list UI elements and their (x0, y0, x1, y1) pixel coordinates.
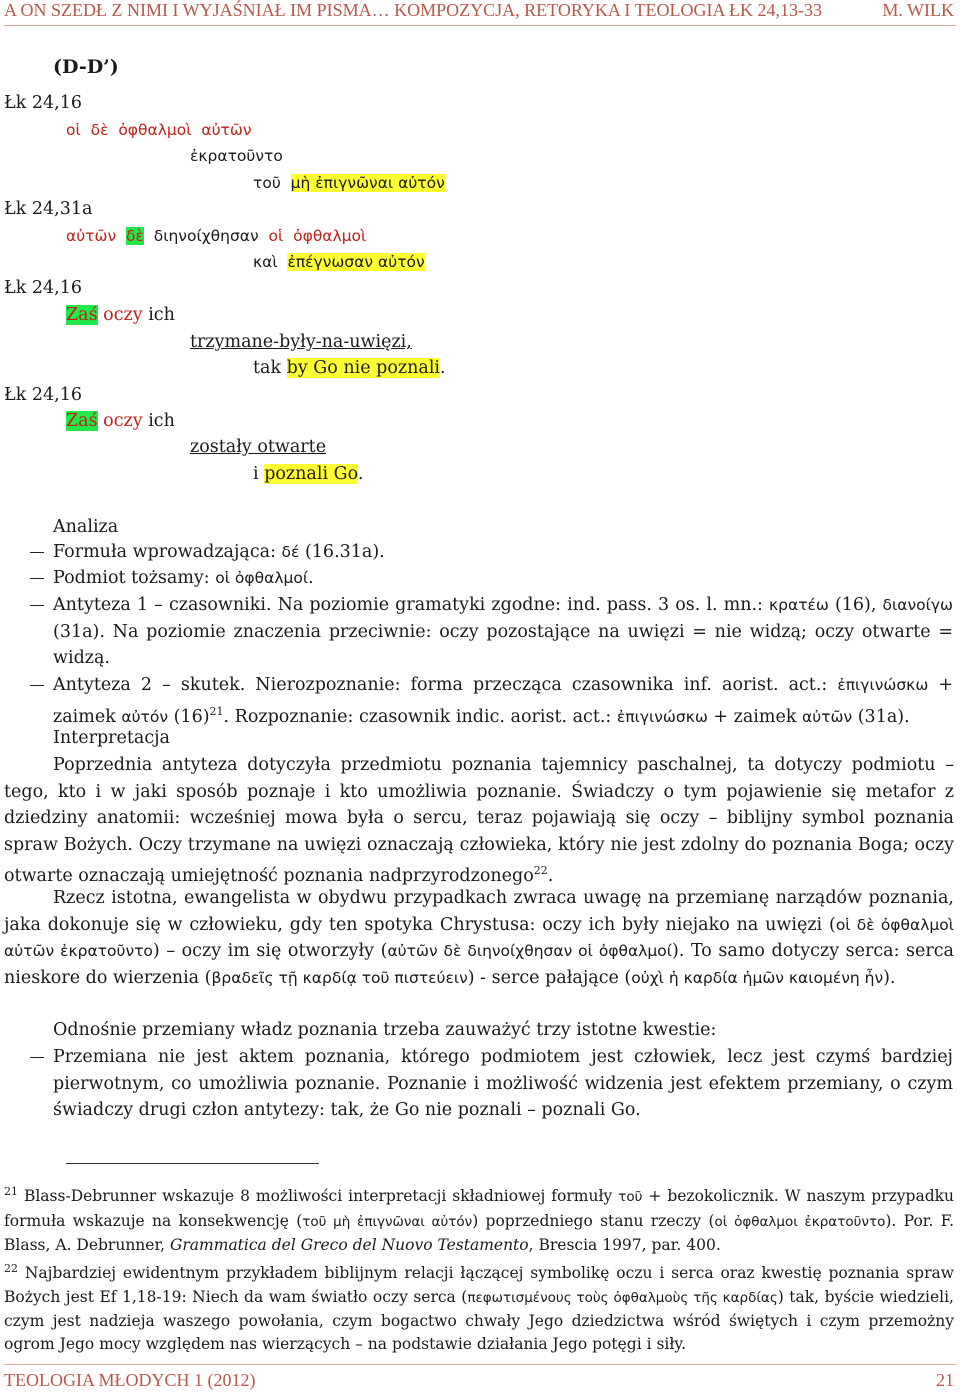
greek-term: ἐπιγινώσκω (837, 676, 929, 694)
footnote-22 (4, 1257, 954, 1357)
footnote-rule (66, 1163, 319, 1164)
greek-line-4 (66, 223, 366, 249)
text: ) poprzedniego stanu rzeczy ( (472, 1211, 715, 1230)
greek-word: μὴ (290, 174, 311, 192)
text: (16), (828, 595, 883, 615)
footnote-number: 21 (4, 1185, 18, 1198)
bullet-dash (30, 605, 44, 606)
section-title: (D-D’) (53, 56, 119, 78)
greek-word: αὐτῶν (201, 121, 252, 139)
greek-word: οἱ (268, 227, 284, 245)
greek-word: δὲ (90, 121, 109, 139)
word-i: i (253, 464, 259, 484)
analysis-item-1 (53, 539, 953, 566)
greek-term: οἱ ὀφθαλμοί (215, 569, 309, 587)
greek-word: καὶ (253, 253, 278, 271)
greek-term: πεφωτισμένους τοὺς ὀφθαλμοὺς τῆς καρδίας (467, 1289, 778, 1306)
greek-word: διηνοίχθησαν (153, 227, 259, 245)
text: + zaimek (707, 706, 803, 727)
greek-term: αὐτῶν (802, 707, 853, 726)
bullet-dash (30, 685, 44, 686)
text: Poprzednia antyteza dotyczyła przedmiotu poznania tajemnicy paschalnej, ta dotyczy podmiotu – tego, kto i w jaki sposób poznaje i kto umożliwia poznanie. Świadczy o tym pojawienie się metafor z dziedziny anatomii: wcześniej mowa była o sercu, teraz pojawiają się oczy – biblijny symbol poznania spraw Bożych. Oczy trzymane na uwięzi oznaczają człowieka, który nie jest zdolny do poznania Boga; oczy otwarte oznaczają umiejętność poznania nadprzyrodzonego (4, 755, 954, 887)
text: ). Por. F. Blass, A. Debrunner, (4, 1211, 954, 1254)
greek-quote: βραδεῖς τῇ καρδίᾳ τοῦ πιστεύειν (211, 968, 468, 987)
period: . (440, 358, 446, 378)
book-title: Grammatica del Greco del Nuovo Testamento (170, 1235, 529, 1254)
word-ich: ich (148, 305, 175, 325)
text: ) - serce pałające ( (467, 967, 632, 988)
bullet-dash (30, 552, 44, 553)
period: . (357, 464, 364, 484)
text: , Brescia 1997, par. 400. (528, 1235, 721, 1254)
text: + zaimek (53, 675, 953, 727)
text: ) tak, byście wiedzieli, czym jest nadzieja waszego powołania, czym bogactwo chwały Jego dziedzictwa wśród świętych i czym przemożny ogrom Jego mocy względem nas wierzących – na podstawie działania Jego potęgi i siły. (4, 1287, 954, 1354)
text: Antyteza 1 – czasowniki. Na poziomie gramatyki zgodne: ind. pass. 3 os. l. mn.: (53, 595, 769, 615)
text: ). To samo dotyczy serca: serca nieskore do wierzenia ( (4, 941, 954, 988)
interpretation-item-1: Przemiana nie jest aktem poznania, którego podmiotem jest człowiek, lecz jest czymś bardziej pierwotnym, co umożliwia poznanie. Poznanie i możliwość widzenia jest efektem przemiany, o czym świadczy drugi człon antytezy: tak, że Go nie poznali – poznali Go. (53, 1047, 953, 1121)
greek-word: ἐπέγνωσαν (287, 253, 374, 271)
footnote-number: 22 (4, 1262, 18, 1275)
reference-label: Łk 24,16 (4, 385, 82, 405)
text: . (547, 866, 554, 887)
word-zas: Zaś (66, 305, 98, 325)
greek-quote: αὐτῶν δὲ διηνοίχθησαν οἱ ὀφθαλμοί (387, 942, 673, 961)
greek-word: αὐτόν (398, 174, 445, 192)
word-ich: ich (148, 411, 175, 431)
phrase-by-go-nie-poznali: by Go nie poznali (286, 358, 441, 378)
text: Podmiot tożsamy: (53, 568, 216, 588)
text: (16) (168, 706, 210, 727)
greek-highlight (291, 174, 445, 192)
polish-line-6 (253, 461, 363, 487)
page-number: 21 (936, 1370, 954, 1390)
greek-word: αὐτόν (378, 253, 425, 271)
greek-line-2: ἐκρατοῦντο (190, 147, 283, 165)
polish-line-2: trzymane-były-na-uwięzi, (190, 332, 412, 352)
text: (31a). (852, 706, 910, 727)
footnote-21 (4, 1180, 954, 1257)
footer-rule (4, 1364, 956, 1365)
greek-term: τοῦ (618, 1189, 643, 1206)
greek-line-1 (66, 117, 252, 143)
interpretation-heading: Interpretacja (53, 728, 170, 748)
text: + bezokolicznik. W naszym przypadku formuła wskazuje na konsekwencję ( (4, 1187, 955, 1230)
bullet-dash (30, 578, 44, 579)
text: (31a). Na poziomie znaczenia przeciwnie: oczy pozostające na uwięzi = nie widzą; oczy otwarte = widzą. (53, 621, 953, 669)
greek-term: κρατέω (769, 596, 829, 614)
footnote-ref: 22 (533, 864, 548, 878)
interpretation-paragraph-2 (4, 885, 954, 991)
running-header-title: A ON SZEDŁ Z NIMI I WYJAŚNIAŁ IM PISMA… KOMPOZYCJA, RETORYKA I TEOLOGIA ŁK 24,13-33 (4, 0, 823, 20)
bullet-dash (30, 1057, 44, 1058)
reference-label: Łk 24,16 (4, 93, 82, 113)
word-oczy: oczy (103, 411, 143, 431)
text: Antyteza 2 – skutek. Nierozpoznanie: forma przecząca czasownika inf. aorist. act.: (53, 675, 838, 695)
text: Blass-Debrunner wskazuje 8 możliwości interpretacji składniowej formuły (18, 1187, 619, 1206)
analysis-heading: Analiza (53, 517, 119, 537)
reference-label: Łk 24,31a (4, 199, 93, 219)
greek-word: αὐτῶν (66, 227, 117, 245)
word-tak: tak (253, 358, 282, 378)
header-rule (4, 25, 956, 26)
greek-word: ὀφθαλμοὶ (293, 227, 367, 245)
interpretation-paragraph-1 (4, 752, 954, 890)
text: Najbardziej ewidentnym przykładem biblijnym relacji łączącej symbolikę oczu i serca oraz kwestię poznania spraw Bożych jest Ef 1,18-19: Niech da wam światło oczy serca ( (4, 1264, 954, 1306)
text: ) – oczy im się otworzyły ( (152, 941, 388, 962)
phrase-poznali-go: poznali Go (264, 464, 358, 484)
greek-term: τοῦ μὴ ἐπιγνῶναι αὐτόν (302, 1213, 473, 1230)
footer-journal: TEOLOGIA MŁODYCH 1 (2012) (4, 1370, 256, 1390)
greek-term: ἐπιγινώσκω (616, 707, 708, 726)
greek-highlight (287, 253, 424, 271)
analysis-item-3 (53, 592, 953, 672)
greek-line-3 (253, 170, 445, 196)
analysis-item-4 (53, 672, 953, 730)
footnote-ref: 21 (209, 704, 224, 718)
greek-word: οἱ (66, 121, 81, 139)
running-header-author: M. WILK (882, 0, 954, 20)
greek-quote: οὐχὶ ἡ καρδία ἡμῶν καιομένη ἦν (631, 968, 884, 987)
polish-line-1 (66, 302, 175, 328)
greek-line-5 (253, 249, 425, 275)
greek-word: ἐπιγνῶναι (315, 174, 394, 192)
greek-term: αὐτόν (121, 707, 169, 726)
greek-word: ὀφθαλμοὶ (118, 121, 192, 139)
text: . Rozpoznanie: czasownik indic. aorist. act.: (223, 706, 617, 727)
text: Rzecz istotna, ewangelista w obydwu przypadkach zwraca uwagę na przemianę narządów poznania, jaka dokonuje się w człowieku, gdy ten spotyka Chrystusa: oczy ich były niejako na uwięzi ( (4, 888, 954, 935)
polish-line-5: zostały otwarte (190, 437, 327, 457)
text: . (308, 568, 314, 588)
polish-line-4 (66, 408, 175, 434)
interpretation-paragraph-3: Odnośnie przemiany władz poznania trzeba zauważyć trzy istotne kwestie: (53, 1020, 717, 1040)
analysis-item-2 (53, 565, 953, 592)
word-oczy: oczy (103, 305, 143, 325)
greek-word: τοῦ (253, 174, 281, 192)
word-zas: Zaś (66, 411, 98, 431)
text: Formuła wprowadzająca: (53, 542, 282, 562)
greek-term: διανοίγω (882, 596, 953, 614)
greek-quote: οἱ δὲ ὀφθαλμοὶ αὐτῶν ἐκρατοῦντο (4, 915, 954, 961)
reference-label: Łk 24,16 (4, 278, 82, 298)
text: ). (883, 967, 896, 988)
greek-word: δὲ (126, 227, 144, 245)
greek-term: οἱ ὀφθαλμοι ἐκρατοῦντο (714, 1213, 886, 1230)
text: (16.31a). (299, 542, 385, 562)
greek-term: δέ (281, 543, 300, 561)
polish-line-3 (253, 355, 446, 381)
